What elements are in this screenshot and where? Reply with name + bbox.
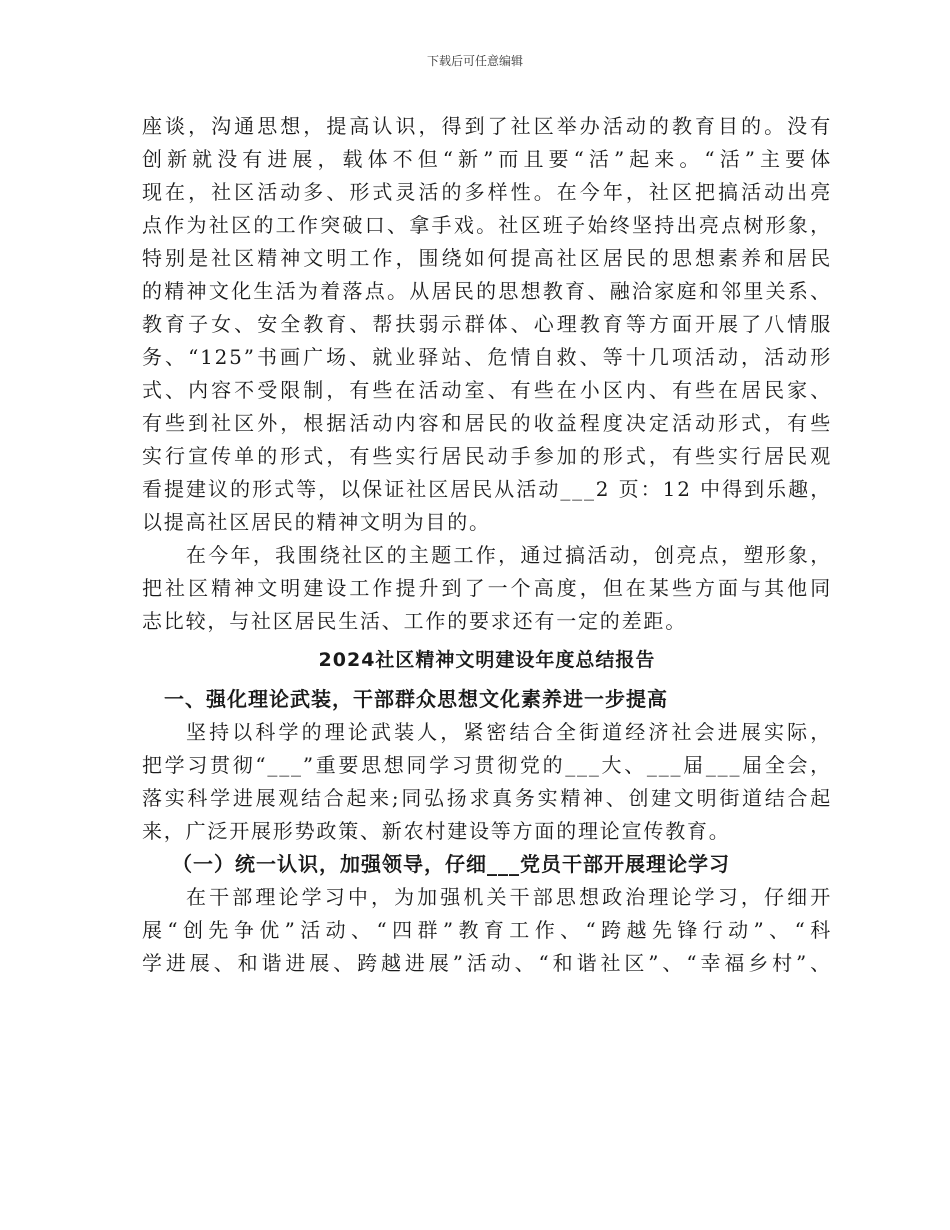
document-title: 2024社区精神文明建设年度总结报告 xyxy=(318,649,656,671)
text-line: 的精神文化生活为着落点。从居民的思想教育、融洽家庭和邻里关系、 xyxy=(142,279,832,303)
text-line: 创新就没有进展，载体不但“新”而且要“活”起来。“活”主要体 xyxy=(142,147,832,171)
text-line: 在今年，我围绕社区的主题工作，通过搞活动，创亮点，塑形象， xyxy=(186,543,832,567)
text-line: 教育子女、安全教育、帮扶弱示群体、心理教育等方面开展了八情服 xyxy=(142,312,832,336)
page-header xyxy=(0,53,950,69)
document-body xyxy=(142,110,832,980)
text-line: 志比较，与社区居民生活、工作的要求还有一定的差距。 xyxy=(142,609,687,633)
section-heading: 一、强化理论武装，干部群众思想文化素养进一步提高 xyxy=(164,687,668,711)
text-line: 以提高社区居民的精神文明为目的。 xyxy=(142,510,491,534)
text-line: 座谈，沟通思想，提高认识，得到了社区举办活动的教育目的。没有 xyxy=(142,114,832,138)
text-line: 点作为社区的工作突破口、拿手戏。社区班子始终坚持出亮点树形象， xyxy=(142,213,832,237)
text-line: 现在，社区活动多、形式灵活的多样性。在今年，社区把搞活动出亮 xyxy=(142,180,832,204)
text-line: 坚持以科学的理论武装人，紧密结合全街道经济社会进展实际， xyxy=(186,720,832,744)
paragraph-2 xyxy=(142,539,832,638)
text-line: 看提建议的形式等，以保证社区居民从活动___2 页：12 中得到乐趣， xyxy=(142,477,832,501)
subsection-heading: （一）统一认识，加强领导，仔细___党员干部开展理论学习 xyxy=(172,852,730,876)
text-line: 务、“125”书画广场、就业驿站、危情自救、等十几项活动，活动形 xyxy=(142,345,832,369)
text-line: 在干部理论学习中，为加强机关干部思想政治理论学习，仔细开 xyxy=(186,885,832,909)
text-line: 落实科学进展观结合起来;同弘扬求真务实精神、创建文明街道结合起 xyxy=(142,786,832,810)
text-line: 把学习贯彻“___”重要思想同学习贯彻党的___大、___届___届全会， xyxy=(142,753,832,777)
text-line: 式、内容不受限制，有些在活动室、有些在小区内、有些在居民家、 xyxy=(142,378,832,402)
subsection-1 xyxy=(142,848,832,980)
text-line: 实行宣传单的形式，有些实行居民动手参加的形式，有些实行居民观 xyxy=(142,444,832,468)
text-line: 把社区精神文明建设工作提升到了一个高度，但在某些方面与其他同 xyxy=(142,576,832,600)
text-line: 学进展、和谐进展、跨越进展”活动、“和谐社区”、“幸福乡村”、 xyxy=(142,951,832,975)
section-1 xyxy=(142,683,832,848)
header-note: 下载后可任意编辑 xyxy=(426,54,523,68)
text-line: 有些到社区外，根据活动内容和居民的收益程度决定活动形式，有些 xyxy=(142,411,832,435)
paragraph-1 xyxy=(142,110,832,539)
text-line: 特别是社区精神文明工作，围绕如何提高社区居民的思想素养和居民 xyxy=(142,246,832,270)
text-line: 展“创先争优”活动、“四群”教育工作、“跨越先锋行动”、“科 xyxy=(142,918,832,942)
text-line: 来，广泛开展形势政策、新农村建设等方面的理论宣传教育。 xyxy=(142,819,731,843)
